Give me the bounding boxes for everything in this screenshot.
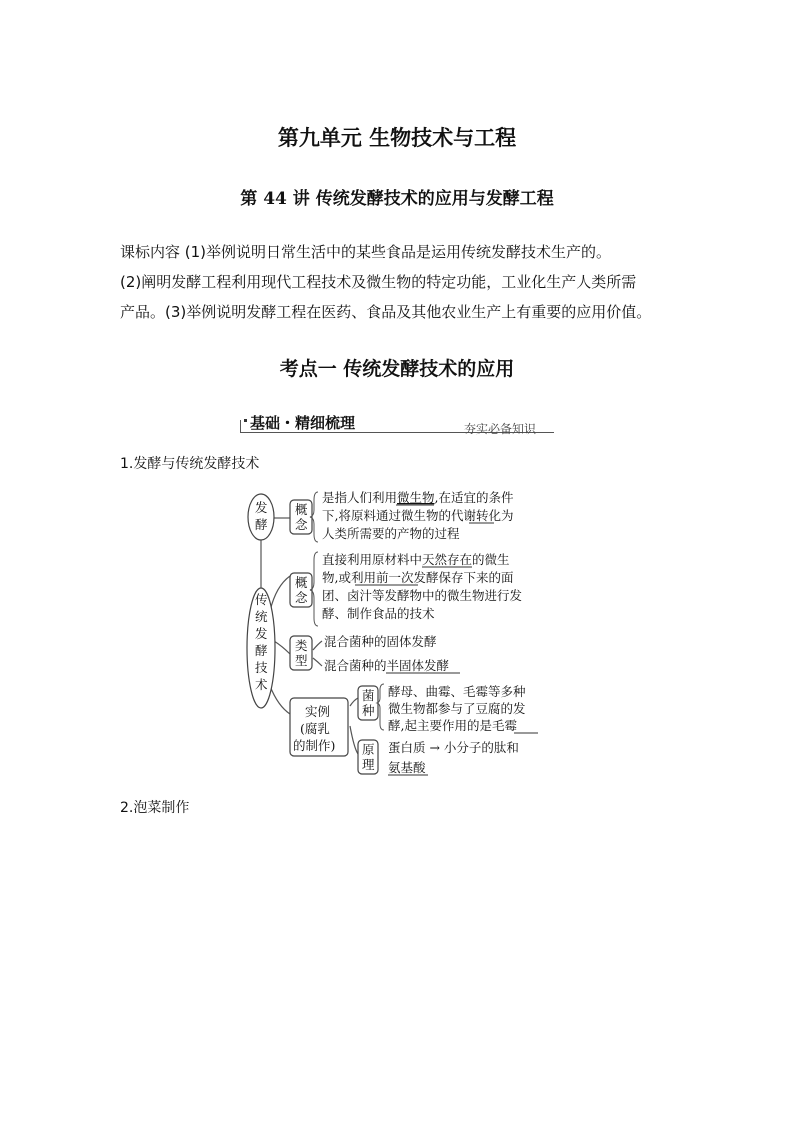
traditional-char-3: 发 bbox=[255, 626, 268, 641]
traditional-char-2: 统 bbox=[255, 609, 268, 624]
concept1-tag-char-2: 念 bbox=[295, 517, 308, 532]
fajiao-char-2: 酵 bbox=[255, 517, 268, 532]
unit-title: 第九单元 生物技术与工程 bbox=[277, 125, 517, 150]
section-1-heading: 1.发酵与传统发酵技术 bbox=[120, 456, 260, 472]
principle-tag-char-2: 理 bbox=[362, 757, 375, 772]
strain-tag-char-1: 菌 bbox=[362, 688, 375, 703]
traditional-char-6: 术 bbox=[255, 677, 268, 692]
concept1-desc-line-2: 下,将原料通过微生物的代谢转化为 bbox=[322, 508, 514, 523]
lecture-title: 第 44 讲 传统发酵技术的应用与发酵工程 bbox=[240, 189, 554, 209]
banner-label: 基础・精细梳理 bbox=[250, 414, 356, 432]
principle-desc-line-1: 蛋白质 → 小分子的肽和 bbox=[388, 740, 519, 755]
curriculum-line-3: 产品。(3)举例说明发酵工程在医药、食品及其他农业生产上有重要的应用价值。 bbox=[120, 303, 652, 321]
banner-bracket bbox=[240, 420, 241, 433]
curriculum-line-2: (2)阐明发酵工程利用现代工程技术及微生物的特定功能，工业化生产人类所需 bbox=[120, 273, 637, 291]
strain-tag-char-2: 种 bbox=[362, 703, 375, 718]
kaodian-title: 考点一 传统发酵技术的应用 bbox=[279, 358, 515, 380]
strain-desc-line-1: 酵母、曲霉、毛霉等多种 bbox=[388, 684, 526, 699]
concept2-desc-line-3: 团、卤汁等发酵物中的微生物进行发 bbox=[322, 588, 523, 603]
concept2-desc-line-1: 直接利用原材料中天然存在的微生 bbox=[322, 552, 510, 567]
principle-tag-char-1: 原 bbox=[362, 742, 375, 757]
example-label-line-2: (腐乳 bbox=[300, 721, 330, 736]
types-tag-char-1: 类 bbox=[295, 638, 308, 653]
concept1-desc-line-3: 人类所需要的产物的过程 bbox=[322, 526, 460, 541]
concept2-desc-line-4: 酵、制作食品的技术 bbox=[322, 606, 435, 621]
concept2-tag-char-2: 念 bbox=[295, 590, 308, 605]
concept1-tag-char-1: 概 bbox=[295, 502, 308, 517]
types-item-2: 混合菌种的半固体发酵 bbox=[324, 658, 450, 673]
types-item-1: 混合菌种的固体发酵 bbox=[324, 634, 437, 649]
traditional-char-1: 传 bbox=[255, 592, 268, 607]
section-2-heading: 2.泡菜制作 bbox=[120, 800, 190, 816]
strain-desc-line-3: 酵,起主要作用的是毛霉 bbox=[388, 718, 517, 733]
concept2-tag-char-1: 概 bbox=[295, 575, 308, 590]
banner-subtitle: 夯实必备知识 bbox=[464, 422, 537, 436]
example-label-line-1: 实例 bbox=[305, 704, 331, 719]
example-label-line-3: 的制作) bbox=[293, 738, 336, 753]
fajiao-char-1: 发 bbox=[255, 500, 268, 515]
concept2-desc-line-2: 物,或利用前一次发酵保存下来的面 bbox=[322, 570, 514, 585]
traditional-char-4: 酵 bbox=[255, 643, 268, 658]
principle-desc-line-2: 氨基酸 bbox=[388, 760, 426, 775]
curriculum-line-1: 课标内容 (1)举例说明日常生活中的某些食品是运用传统发酵技术生产的。 bbox=[120, 243, 612, 261]
concept1-desc-line-1: 是指人们利用微生物,在适宜的条件 bbox=[322, 490, 514, 505]
traditional-char-5: 技 bbox=[255, 660, 268, 675]
types-tag-char-2: 型 bbox=[295, 653, 308, 668]
concept-map bbox=[238, 486, 558, 786]
strain-desc-line-2: 微生物都参与了豆腐的发 bbox=[388, 701, 526, 716]
banner-dot-icon bbox=[244, 419, 247, 422]
